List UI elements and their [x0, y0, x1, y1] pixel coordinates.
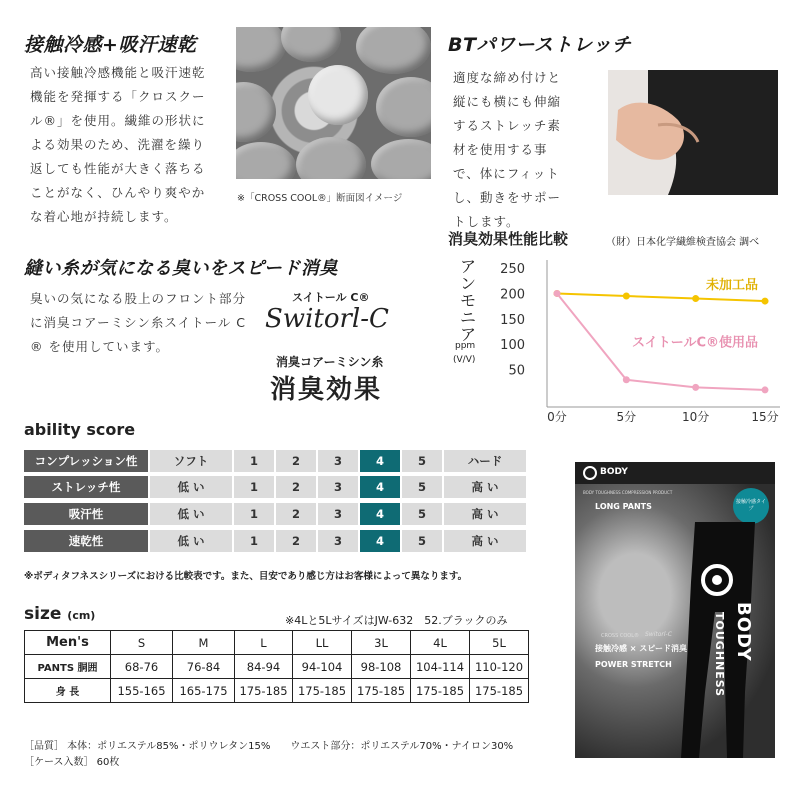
- stretch-fabric-image: [608, 70, 778, 195]
- ability-scale-low: 低 い: [150, 476, 232, 498]
- spec-case: ［ケース入数］ 60枚: [24, 757, 120, 768]
- ability-scale-high: ハード: [444, 450, 526, 472]
- ability-score-cell: 2: [276, 476, 316, 498]
- section-deodorant-body: 臭いの気になる股上のフロント部分に消臭コアーミシン糸スイトール C ® を使用しています。: [30, 291, 247, 354]
- chart-title: 消臭効果性能比較: [448, 230, 569, 248]
- switorl-logo-script: Switorl-C: [265, 304, 389, 334]
- section-deodorant-title: 縫い糸が気になる臭いをスピード消臭: [24, 258, 338, 279]
- ability-score-cell: 1: [234, 530, 274, 552]
- ability-score-cell: 1: [234, 476, 274, 498]
- deodorant-chart: [490, 255, 790, 430]
- chart-ytick-label: 50: [508, 363, 525, 379]
- ability-score-cell: 3: [318, 450, 358, 472]
- size-cell: 94-104: [293, 655, 352, 679]
- ability-scale-low: ソフト: [150, 450, 232, 472]
- chart-xtick-label: 15分: [751, 410, 779, 424]
- ability-score-cell: 2: [276, 530, 316, 552]
- chart-point: [762, 386, 769, 393]
- ability-scale-low: 低 い: [150, 503, 232, 525]
- chart-source: （財）日本化学繊維検査協会 調べ: [606, 237, 760, 248]
- ability-score-cell: 3: [318, 503, 358, 525]
- ability-scale-high: 高 い: [444, 476, 526, 498]
- chart-xtick-label: 10分: [682, 410, 710, 424]
- size-title: size (cm): [24, 604, 96, 624]
- package-brand-big1: BODY: [733, 602, 754, 662]
- size-header-row: [25, 631, 529, 655]
- chart-point: [692, 295, 699, 302]
- chart-xtick-label: 5分: [616, 410, 637, 424]
- package-switorl: Switorl-C: [645, 631, 672, 638]
- crosscool-caption: ※「CROSS COOL®」断面図イメージ: [237, 193, 403, 204]
- ability-score-cell: 4: [360, 450, 400, 472]
- chart-yunit-ppm: ppm: [455, 341, 476, 351]
- size-cell: 84-94: [235, 655, 293, 679]
- ability-row: [24, 503, 526, 525]
- size-header-cell: LL: [293, 631, 352, 655]
- spec-quality: ［品質］ 本体：ポリエステル85%・ポリウレタン15% ウエスト部分：ポリエステル70%・ナイロン30%: [24, 741, 514, 752]
- ability-score-cell: 2: [276, 503, 316, 525]
- ability-row-label: コンプレッション性: [24, 450, 148, 472]
- package-header-text: BODY TOUGHNESS COMPRESSION PRODUCT: [583, 490, 673, 495]
- ability-score-cell: 3: [318, 530, 358, 552]
- switorl-logo-small: スイトール C®: [292, 291, 370, 304]
- deodorant-thread-label: 消臭コアーミシン糸: [276, 355, 384, 369]
- ability-row: [24, 476, 526, 498]
- size-cell: 165-175: [173, 679, 235, 703]
- chart-legend-untreated: 未加工品: [705, 278, 758, 294]
- deodorant-effect-label: 消臭効果: [270, 375, 383, 405]
- size-row-label: 身 長: [25, 679, 111, 703]
- package-brand-small: BODY: [600, 467, 628, 477]
- size-note: ※4Lと5LサイズはJW-632 52.ブラックのみ: [285, 614, 508, 627]
- chart-ytick-label: 200: [500, 287, 525, 303]
- size-row-height: [25, 679, 529, 703]
- ability-score-cell: 5: [402, 450, 442, 472]
- package-feature: 接触冷感 × スピード消臭: [595, 644, 687, 653]
- size-table: [24, 630, 529, 703]
- size-header-cell: 4L: [411, 631, 470, 655]
- ability-score-cell: 4: [360, 476, 400, 498]
- package-brand-big2: TOUGHNESS: [713, 612, 726, 698]
- ability-score-cell: 5: [402, 476, 442, 498]
- ability-scale-high: 高 い: [444, 503, 526, 525]
- size-header-cell: M: [173, 631, 235, 655]
- package-crosscool: CROSS COOL®: [601, 633, 639, 639]
- section-stretch-title: BTパワーストレッチ: [448, 34, 632, 56]
- chart-xtick-label: 0分: [547, 410, 567, 424]
- size-cell: 175-185: [411, 679, 470, 703]
- size-row-waist: [25, 655, 529, 679]
- ability-score-cell: 4: [360, 530, 400, 552]
- ability-score-cell: 2: [276, 450, 316, 472]
- chart-series-line: [557, 293, 765, 301]
- ability-score-cell: 4: [360, 503, 400, 525]
- chart-point: [762, 298, 769, 305]
- ability-row: [24, 530, 526, 552]
- chart-ytick-label: 100: [500, 338, 525, 354]
- ability-row-label: 吸汗性: [24, 503, 148, 525]
- ability-note: ※ボディタフネスシリーズにおける比較表です。また、目安であり感じ方はお客様によって異なります。: [24, 571, 468, 582]
- size-header-cell: S: [111, 631, 173, 655]
- chart-ylabel: ア ン モ ニ ア: [459, 257, 476, 344]
- size-cell: 76-84: [173, 655, 235, 679]
- ability-score-cell: 5: [402, 503, 442, 525]
- product-package-image: [575, 462, 775, 758]
- ability-row: [24, 450, 526, 472]
- chart-yunit-vv: (V/V): [453, 355, 476, 365]
- chart-ytick-label: 250: [500, 262, 525, 278]
- chart-legend-switorl: スイトールC®使用品: [631, 335, 758, 351]
- ability-score-cell: 1: [234, 503, 274, 525]
- chart-point: [623, 293, 630, 300]
- ability-score-cell: 5: [402, 530, 442, 552]
- section-cool-title: 接触冷感+吸汗速乾: [24, 34, 197, 56]
- size-header-cell: 5L: [470, 631, 529, 655]
- size-header-cell: 3L: [352, 631, 411, 655]
- package-product-name: LONG PANTS: [595, 502, 652, 511]
- size-cell: 110-120: [470, 655, 529, 679]
- section-cool-body: 高い接触冷感機能と吸汗速乾機能を発揮する「クロスクール®」を使用。繊維の形状による効果のため、洗濯を繰り返しても性能が大きく落ちることがなく、ひんやり爽やかな着心地が持続します。: [30, 65, 206, 224]
- size-cell: 68-76: [111, 655, 173, 679]
- crosscool-fiber-image: [236, 27, 431, 179]
- package-feature2: POWER STRETCH: [595, 660, 672, 669]
- size-cell: 175-185: [235, 679, 293, 703]
- ability-scale-high: 高 い: [444, 530, 526, 552]
- chart-point: [623, 376, 630, 383]
- size-row-label: PANTS 胴囲: [25, 655, 111, 679]
- package-badge: 接触冷感タイプ: [733, 488, 769, 524]
- section-stretch-body: 適度な締め付けと縦にも横にも伸縮するストレッチ素材を使用する事で、体にフィットし、動きをサポートします。: [453, 70, 562, 229]
- size-header-cell: L: [235, 631, 293, 655]
- size-header-cell: Men's: [25, 631, 111, 655]
- ability-scale-low: 低 い: [150, 530, 232, 552]
- size-cell: 104-114: [411, 655, 470, 679]
- ability-row-label: 速乾性: [24, 530, 148, 552]
- chart-point: [554, 290, 561, 297]
- size-cell: 175-185: [293, 679, 352, 703]
- size-cell: 175-185: [352, 679, 411, 703]
- size-cell: 175-185: [470, 679, 529, 703]
- ability-title: ability score: [24, 420, 136, 439]
- size-cell: 98-108: [352, 655, 411, 679]
- size-cell: 155-165: [111, 679, 173, 703]
- chart-point: [692, 384, 699, 391]
- ability-score-cell: 3: [318, 476, 358, 498]
- ability-row-label: ストレッチ性: [24, 476, 148, 498]
- ability-score-cell: 1: [234, 450, 274, 472]
- chart-ytick-label: 150: [500, 312, 525, 328]
